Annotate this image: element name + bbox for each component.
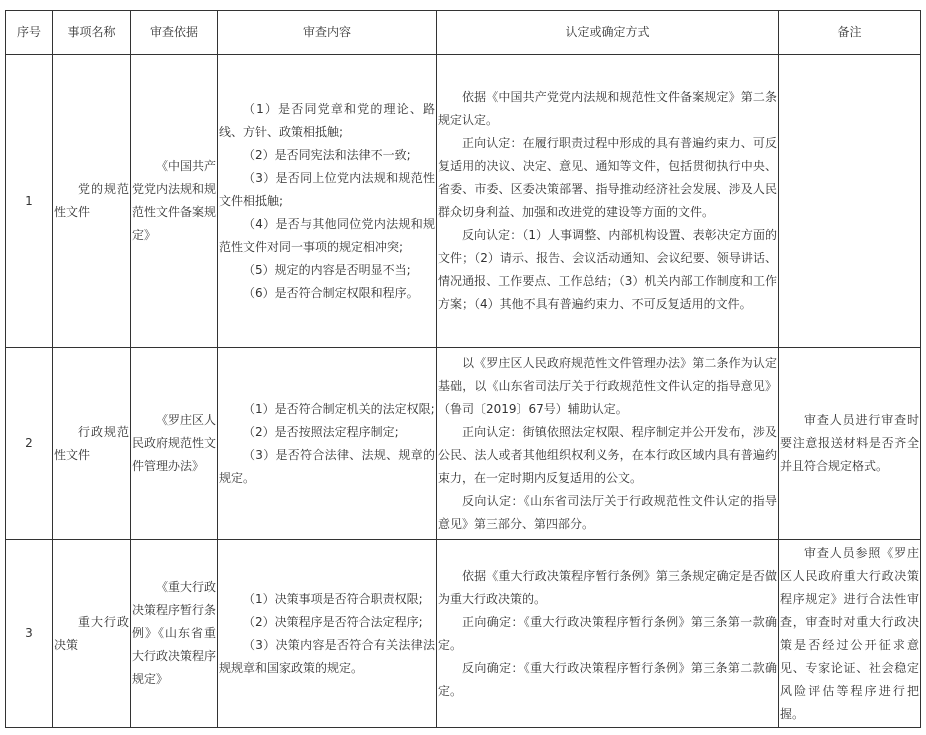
method-paragraph: 反向认定：《山东省司法厅关于行政规范性文件认定的指导意见》第三部分、第四部分。 — [438, 493, 777, 531]
method-paragraph: 反向认定：（1）人事调整、内部机构设置、表彰决定方面的文件；（2）请示、报告、会议活动通知、会议纪要、领导讲话、情况通报、工作要点、工作总结；（3）机关内部工作制度和工作方案；（4）其他不具有普遍约束力、不可反复适用的文件。 — [438, 228, 777, 311]
content-line: （3）是否符合法律、法规、规章的规定。 — [219, 447, 435, 485]
content-line: （1）决策事项是否符合职责权限; — [243, 591, 423, 606]
row-method — [437, 540, 779, 728]
row-remark: 审查人员进行审查时要注意报送材料是否齐全并且符合规定格式。 — [779, 348, 921, 540]
row-content — [218, 540, 437, 728]
row-content — [218, 55, 437, 348]
header-item: 事项名称 — [53, 11, 131, 55]
content-line: （4）是否与其他同位党内法规和规范性文件对同一事项的规定相冲突; — [219, 216, 435, 254]
header-method: 认定或确定方式 — [437, 11, 779, 55]
review-table — [5, 10, 921, 728]
row-item: 行政规范性文件 — [53, 348, 131, 540]
method-paragraph: 正向认定：在履行职责过程中形成的具有普遍约束力、可反复适用的决议、决定、意见、通知等文件，包括贯彻执行中央、省委、市委、区委决策部署、指导推动经济社会发展、涉及人民群众切身利益、加强和改进党的建设等方面的文件。 — [438, 136, 777, 219]
content-line: （3）是否同上位党内法规和规范性文件相抵触; — [219, 170, 435, 208]
method-paragraph: 正向确定：《重大行政决策程序暂行条例》第三条第一款确定。 — [438, 614, 777, 652]
content-line: （5）规定的内容是否明显不当; — [243, 262, 411, 277]
row-basis: 《罗庄区人民政府规范性文件管理办法》 — [131, 348, 218, 540]
row-basis: 《重大行政决策程序暂行条例》《山东省重大行政决策程序规定》 — [131, 540, 218, 728]
row-remark — [779, 55, 921, 348]
table-row — [6, 55, 921, 348]
row-method — [437, 55, 779, 348]
method-paragraph: 以《罗庄区人民政府规范性文件管理办法》第二条作为认定基础，以《山东省司法厅关于行政规范性文件认定的指导意见》（鲁司〔2019〕67号）辅助认定。 — [438, 355, 777, 416]
content-line: （2）决策程序是否符合法定程序; — [243, 614, 423, 629]
header-basis: 审查依据 — [131, 11, 218, 55]
content-line: （1）是否符合制定机关的法定权限; — [243, 401, 435, 416]
header-content: 审查内容 — [218, 11, 437, 55]
method-paragraph: 依据《重大行政决策程序暂行条例》第三条规定确定是否做为重大行政决策的。 — [438, 568, 777, 606]
content-line: （3）决策内容是否符合有关法律法规规章和国家政策的规定。 — [219, 637, 435, 675]
row-method — [437, 348, 779, 540]
table-row — [6, 348, 921, 540]
row-basis: 《中国共产党党内法规和规范性文件备案规定》 — [131, 55, 218, 348]
row-remark: 审查人员参照《罗庄区人民政府重大行政决策程序规定》进行合法性审查，审查时对重大行政决策是否经过公开征求意见、专家论证、社会稳定风险评估等程序进行把握。 — [779, 540, 921, 728]
content-line: （2）是否同宪法和法律不一致; — [243, 147, 411, 162]
header-remark: 备注 — [779, 11, 921, 55]
row-item: 党的规范性文件 — [53, 55, 131, 348]
row-content — [218, 348, 437, 540]
content-line: （1）是否同党章和党的理论、路线、方针、政策相抵触; — [219, 101, 435, 139]
header-row — [6, 11, 921, 55]
header-index: 序号 — [6, 11, 53, 55]
method-paragraph: 依据《中国共产党党内法规和规范性文件备案规定》第二条规定认定。 — [438, 90, 777, 127]
content-line: （2）是否按照法定程序制定; — [243, 424, 399, 439]
method-paragraph: 正向认定：街镇依照法定权限、程序制定并公开发布，涉及公民、法人或者其他组织权利义务，在本行政区域内具有普遍约束力，在一定时期内反复适用的公文。 — [438, 424, 777, 485]
method-paragraph: 反向确定：《重大行政决策程序暂行条例》第三条第二款确定。 — [438, 660, 777, 698]
row-item: 重大行政决策 — [53, 540, 131, 728]
table-row — [6, 540, 921, 728]
row-index: 3 — [6, 540, 53, 728]
row-index: 1 — [6, 55, 53, 348]
row-index: 2 — [6, 348, 53, 540]
content-line: （6）是否符合制定权限和程序。 — [243, 285, 419, 300]
